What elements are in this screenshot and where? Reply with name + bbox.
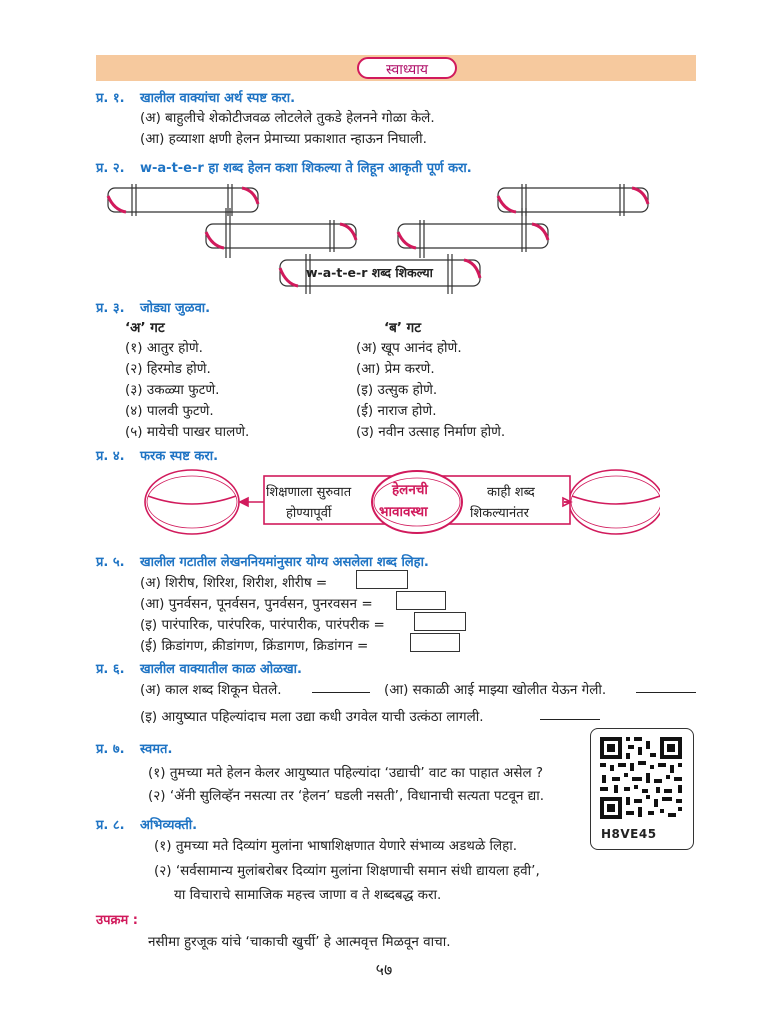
q3-a-4: (४) पालवी फुटणे. [125,403,214,419]
q2-title: w-a-t-e-r हा शब्द हेलन कशा शिकल्या ते लिहून आकृती पूर्ण करा. [140,161,472,176]
q3-col-b-head: ‘ब’ गट [384,320,422,336]
q6-item-a: (अ) काल शब्द शिकून घेतले. [140,682,282,698]
q1-title: खालील वाक्यांचा अर्थ स्पष्ट करा. [140,91,296,106]
q1-number: प्र. १. [96,91,125,106]
q8-item-1: (१) तुमच्या मते दिव्यांग मुलांना भाषाशिक्षणात येणारे संभाव्य अडथळे लिहा. [154,838,518,854]
q3-number: प्र. ३. [96,301,125,316]
q4-right-line2: शिकल्यानंतर [470,506,529,521]
q8-item-2-cont: या विचाराचे सामाजिक महत्त्व जाणा व ते शब्दबद्ध करा. [174,887,442,903]
q5-number: प्र. ५. [96,555,125,570]
q4-number: प्र. ४. [96,449,125,464]
q5-item-c: (इ) पारंपारिक, पारंपरिक, पारंपारीक, पारंपरीक = [140,617,385,633]
scroll-box [398,208,548,258]
q5-answer-box-b[interactable] [396,591,446,610]
q3-b-2: (आ) प्रेम करणे. [356,361,435,377]
q7-item-2: (२) ‘ॲनी सुलिव्हॅन नसत्या तर ‘हेलन’ घडली नसती’, विधानाची सत्यता पटवून द्या. [148,788,545,804]
qr-code-label: H8VE45 [601,827,657,841]
q8-title: अभिव्यक्ती. [140,818,198,833]
activity-label: उपक्रम : [96,913,138,928]
q6-blank-c[interactable] [540,719,600,720]
q6-number: प्र. ६. [96,662,125,677]
q5-answer-box-d[interactable] [410,633,460,652]
qr-code-icon [598,735,684,821]
q5-answer-box-a[interactable] [356,570,408,589]
scroll-box [498,184,648,216]
right-ellipse [569,470,660,534]
page-number: ५७ [375,960,393,979]
q8-number: प्र. ८. [96,818,125,833]
q4-center-line2: भावावस्था [379,504,428,520]
q7-title: स्वमत. [140,742,173,757]
q5-title: खालील गटातील लेखननियमांनुसार योग्य असलेला शब्द लिहा. [140,555,429,570]
activity-text: नसीमा हुरजूक यांचे ‘चाकाची खुर्ची’ हे आत्मवृत्त मिळवून वाचा. [148,934,451,950]
q6-item-c: (इ) आयुष्यात पहिल्यांदाच मला उद्या कधी उगवेल याची उत्कंठा लागली. [140,709,484,725]
q3-a-5: (५) मायेची पाखर घालणे. [125,424,250,440]
q3-b-5: (उ) नवीन उत्साह निर्माण होणे. [356,424,506,440]
q8-item-2: (२) ‘सर्वसामान्य मुलांबरोबर दिव्यांग मुलांना शिक्षणाची समान संधी द्यायला हवी’, [154,863,540,879]
q5-item-a: (अ) शिरीष, शिरिश, शिरीश, शीरीष = [140,575,328,591]
q5-item-b: (आ) पुनर्वसन, पूनर्वसन, पुनर्वसन, पुनरवसन = [140,596,373,612]
q3-b-4: (ई) नाराज होणे. [356,403,437,419]
q6-blank-b[interactable] [636,692,696,693]
q5-item-d: (ई) क्रिडांगण, क्रीडांगण, क्रिंडागण, क्रिडांगन = [140,638,369,654]
q6-item-b: (आ) सकाळी आई माझ्या खोलीत येऊन गेली. [384,682,607,698]
q3-a-2: (२) हिरमोड होणे. [125,361,211,377]
q3-col-a-head: ‘अ’ गट [125,320,165,336]
q2-number: प्र. २. [96,161,125,176]
q4-right-line1: काही शब्द [487,485,535,500]
q7-item-1: (१) तुमच्या मते हेलन केलर आयुष्यात पहिल्यांदा ‘उद्याची’ वाट का पाहात असेल ? [148,765,544,781]
q3-a-1: (१) आतुर होणे. [125,340,203,356]
q4-center-line1: हेलनची [392,482,428,498]
q5-answer-box-c[interactable] [414,612,466,631]
q1-item-b: (आ) हव्याशा क्षणी हेलन प्रेमाच्या प्रकाशात न्हाऊन निघाली. [140,131,427,147]
q4-title: फरक स्पष्ट करा. [140,449,219,464]
left-ellipse [145,470,239,534]
q3-title: जोड्या जुळवा. [140,301,211,316]
q6-blank-a[interactable] [312,692,370,693]
q3-a-3: (३) उकळ्या फुटणे. [125,382,220,398]
q3-b-3: (इ) उत्सुक होणे. [356,382,438,398]
q1-item-a: (अ) बाहुलीचे शेकोटीजवळ लोटलेले तुकडे हेलनने गोळा केले. [140,110,435,126]
qr-code-frame[interactable] [590,728,694,850]
q4-left-line2: होण्यापूर्वी [286,506,332,521]
q2-center-label: w-a-t-e-r शब्द शिकल्या [306,265,433,280]
q6-title: खालील वाक्यातील काळ ओळखा. [140,662,302,677]
section-title: स्वाध्याय [357,57,457,79]
scroll-box [108,184,258,216]
q3-b-1: (अ) खूप आनंद होणे. [356,340,462,356]
q4-left-line1: शिक्षणाला सुरुवात [266,485,352,500]
q7-number: प्र. ७. [96,742,125,757]
